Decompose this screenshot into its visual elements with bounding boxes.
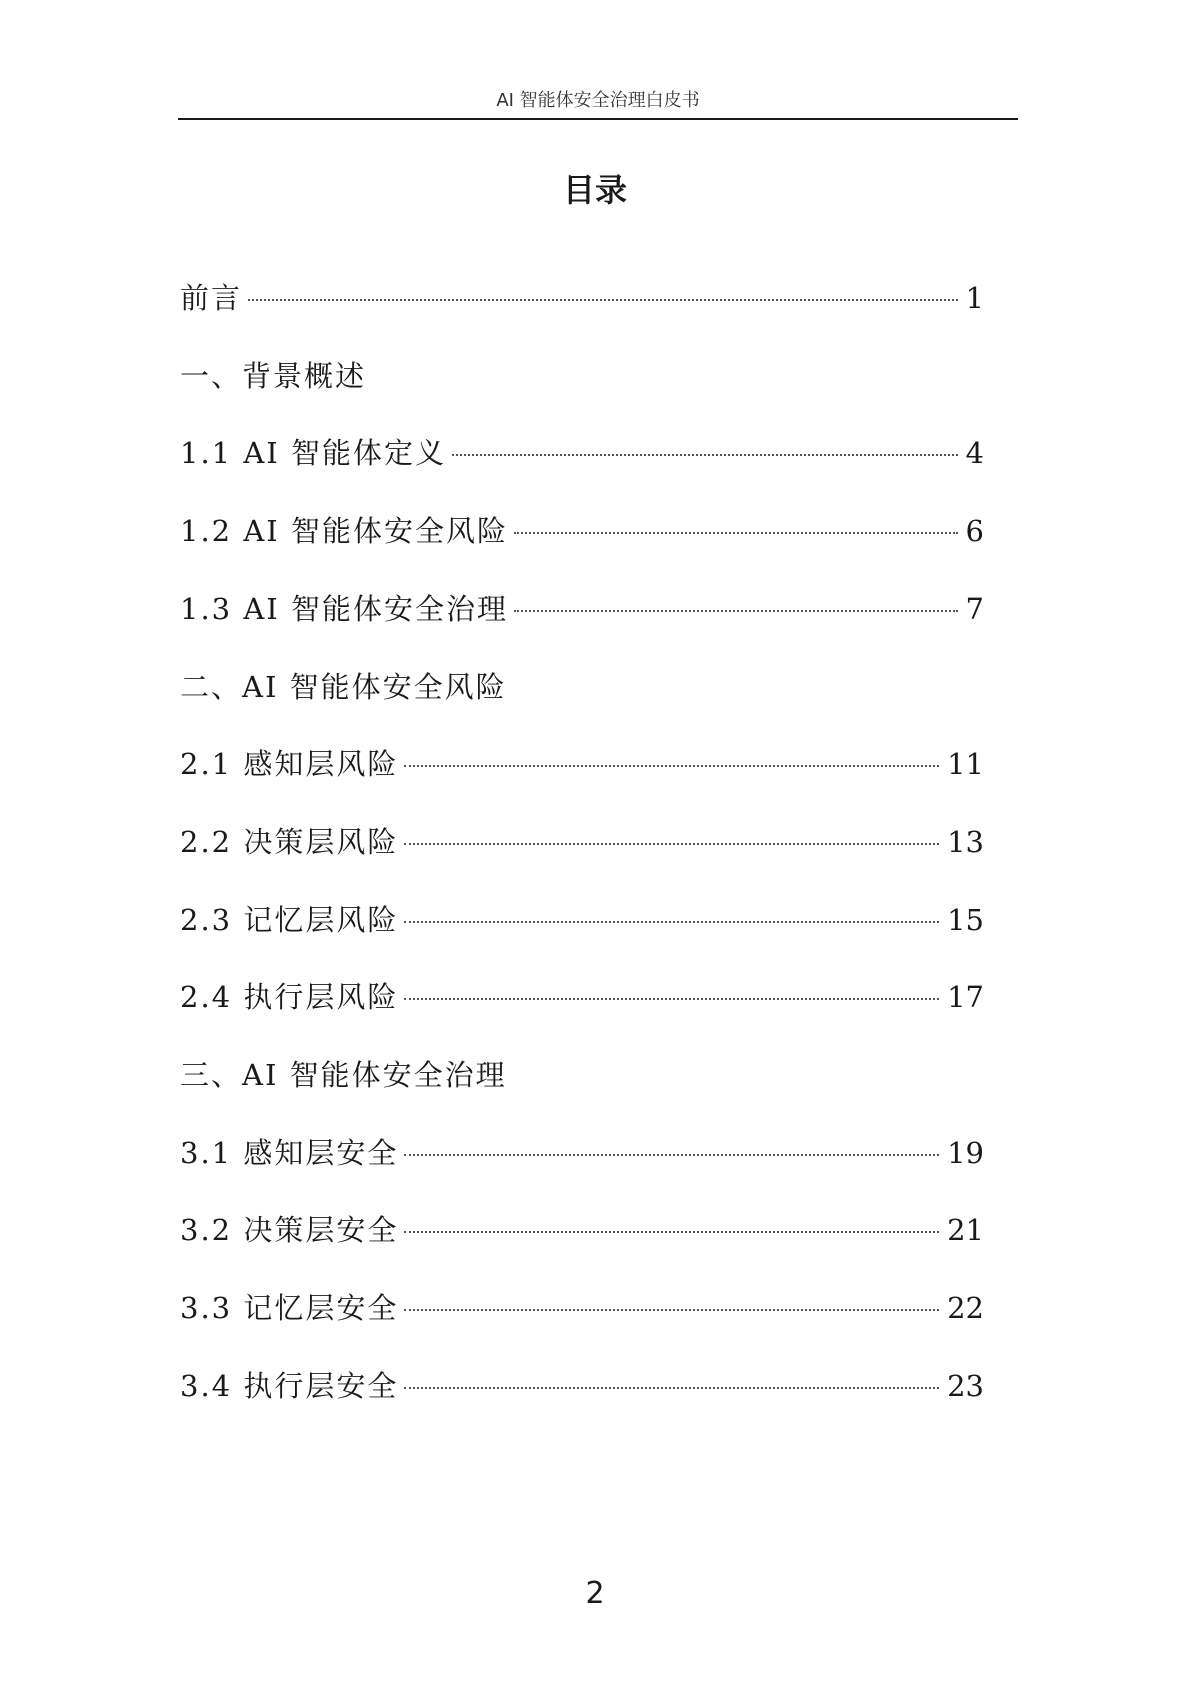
page-number: 2 (585, 1576, 605, 1611)
toc-entry-label: 3.2 决策层安全 (180, 1213, 399, 1247)
toc-entry[interactable] (180, 1286, 984, 1330)
running-header (178, 86, 1018, 120)
toc-dot-leader (404, 1309, 939, 1311)
toc-entry[interactable] (180, 975, 984, 1019)
toc-entry-label: 3.1 感知层安全 (180, 1136, 399, 1170)
toc-entry[interactable] (180, 1131, 984, 1175)
running-header-title: AI 智能体安全治理白皮书 (496, 90, 700, 111)
toc-entry-label: 1.3 AI 智能体安全治理 (180, 592, 508, 626)
toc-section-heading[interactable] (180, 354, 740, 398)
toc-entry[interactable] (180, 1208, 984, 1252)
toc-entry[interactable] (180, 1364, 984, 1408)
toc-entry-label: 三、AI 智能体安全治理 (180, 1058, 507, 1092)
toc-entry-page-number: 6 (965, 514, 984, 548)
toc-entry[interactable] (180, 742, 984, 786)
toc-entry-label: 2.2 决策层风险 (180, 825, 399, 859)
toc-entry-label: 前言 (180, 281, 243, 315)
toc-dot-leader (452, 454, 958, 456)
toc-entry-page-number: 22 (947, 1291, 984, 1325)
toc-entry[interactable] (180, 587, 984, 631)
toc-entry-page-number: 1 (965, 281, 984, 315)
toc-entry-page-number: 7 (965, 592, 984, 626)
toc-entry-label: 2.1 感知层风险 (180, 747, 399, 781)
toc-entry-page-number: 15 (947, 903, 984, 937)
toc-dot-leader (404, 843, 939, 845)
toc-entry-label: 二、AI 智能体安全风险 (180, 670, 507, 704)
toc-entry[interactable] (180, 898, 984, 942)
toc-dot-leader (404, 921, 939, 923)
toc-entry-page-number: 17 (947, 980, 984, 1014)
toc-title: 目录 (562, 171, 627, 209)
toc-dot-leader (248, 299, 958, 301)
toc-entry-label: 1.1 AI 智能体定义 (180, 436, 446, 470)
toc-dot-leader (404, 1387, 939, 1389)
toc-entry-label: 2.3 记忆层风险 (180, 903, 399, 937)
toc-entry-page-number: 23 (947, 1369, 984, 1403)
toc-entry[interactable] (180, 276, 984, 320)
toc-dot-leader (514, 610, 958, 612)
toc-dot-leader (404, 1231, 939, 1233)
toc-entry-label: 3.4 执行层安全 (180, 1369, 399, 1403)
toc-entry-page-number: 4 (965, 436, 984, 470)
toc-entry-page-number: 19 (947, 1136, 984, 1170)
toc-entry-label: 2.4 执行层风险 (180, 980, 399, 1014)
toc-entry[interactable] (180, 431, 984, 475)
toc-entry-page-number: 21 (947, 1213, 984, 1247)
toc-dot-leader (404, 998, 939, 1000)
toc-entry-label: 3.3 记忆层安全 (180, 1291, 399, 1325)
toc-entry-label: 一、背景概述 (180, 359, 367, 393)
toc-entry-page-number: 13 (947, 825, 984, 859)
toc-dot-leader (404, 1154, 939, 1156)
toc-entry-label: 1.2 AI 智能体安全风险 (180, 514, 508, 548)
toc-section-heading[interactable] (180, 665, 740, 709)
toc-section-heading[interactable] (180, 1053, 740, 1097)
toc-entry-page-number: 11 (947, 747, 984, 781)
toc-entry[interactable] (180, 820, 984, 864)
toc-entry[interactable] (180, 509, 984, 553)
toc-dot-leader (514, 532, 958, 534)
toc-dot-leader (404, 765, 939, 767)
